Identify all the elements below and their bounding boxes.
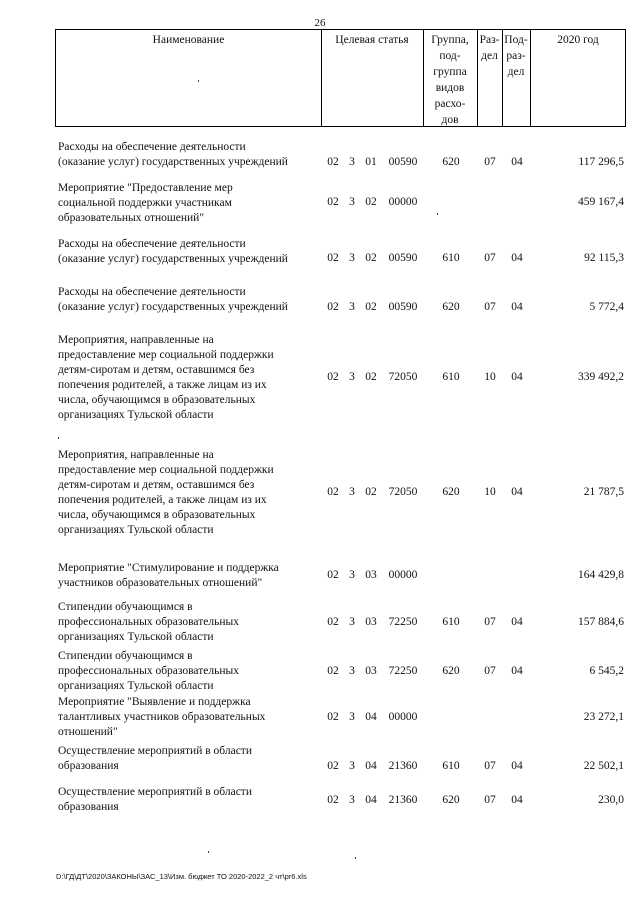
direction-code: 72050: [388, 371, 418, 383]
event-code: 02: [365, 486, 377, 498]
amount-2020: 22 502,1: [583, 760, 624, 772]
row-name-line: Мероприятие "Предоставление мер: [58, 182, 233, 194]
program-code: 02: [327, 760, 339, 772]
row-name-line: организациях Тульской области: [58, 409, 214, 421]
subprogram-code: 3: [349, 301, 355, 313]
amount-2020: 230,0: [598, 794, 624, 806]
row-name-line: образования: [58, 760, 119, 772]
amount-2020: 5 772,4: [589, 301, 624, 313]
page-number: 26: [314, 17, 326, 29]
program-code: 02: [327, 371, 339, 383]
event-code: 04: [365, 760, 377, 772]
subsection-code: 04: [511, 301, 523, 313]
row-name-line: Мероприятия, направленные на: [58, 334, 214, 346]
direction-code: 00000: [388, 711, 418, 723]
row-name: [58, 600, 320, 645]
amount-2020: 157 884,6: [578, 616, 624, 628]
header-group-line: под-: [439, 50, 461, 62]
row-name-line: организациях Тульской области: [58, 631, 214, 643]
subprogram-code: 3: [349, 252, 355, 264]
subprogram-code: 3: [349, 196, 355, 208]
program-code: 02: [327, 486, 339, 498]
event-code: 02: [365, 301, 377, 313]
program-code: 02: [327, 196, 339, 208]
header-section: [477, 32, 502, 64]
row-name-line: детям-сиротам и детям, оставшимся без: [58, 364, 255, 376]
subsection-code: 04: [511, 760, 523, 772]
direction-code: 00590: [388, 156, 418, 168]
row-name-line: профессиональных образовательных: [58, 665, 239, 677]
expense-group: 610: [442, 616, 460, 628]
direction-code: 00000: [388, 569, 418, 581]
subprogram-code: 3: [349, 569, 355, 581]
row-name-line: Мероприятия, направленные на: [58, 449, 214, 461]
header-target-article: Целевая статья: [335, 34, 409, 46]
header-year: 2020 год: [557, 34, 599, 46]
program-code: 02: [327, 794, 339, 806]
direction-code: 21360: [388, 794, 418, 806]
row-name: [58, 448, 320, 538]
row-name-line: (оказание услуг) государственных учреждений: [58, 253, 288, 265]
section-code: 07: [484, 760, 496, 772]
subsection-code: 04: [511, 794, 523, 806]
subprogram-code: 3: [349, 665, 355, 677]
table-header: [55, 29, 626, 127]
subprogram-code: 3: [349, 486, 355, 498]
row-name: [58, 785, 320, 815]
scan-speck: [198, 80, 199, 82]
row-name-line: отношений": [58, 726, 118, 738]
row-name-line: числа, обучающимся в образовательных: [58, 394, 256, 406]
expense-group: 620: [442, 301, 460, 313]
row-name-line: Осуществление мероприятий в области: [58, 786, 252, 798]
scan-speck: [58, 437, 59, 439]
row-name-line: образования: [58, 801, 119, 813]
row-name-line: Мероприятие "Стимулирование и поддержка: [58, 562, 279, 574]
amount-2020: 92 115,3: [584, 252, 624, 264]
row-name-line: попечения родителей, а также лицам из их: [58, 494, 267, 506]
expense-group: 620: [442, 794, 460, 806]
subsection-code: 04: [511, 252, 523, 264]
expense-group: 610: [442, 252, 460, 264]
event-code: 03: [365, 569, 377, 581]
direction-code: 21360: [388, 760, 418, 772]
event-code: 04: [365, 794, 377, 806]
program-code: 02: [327, 616, 339, 628]
event-code: 01: [365, 156, 377, 168]
event-code: 02: [365, 252, 377, 264]
header-name: Наименование: [152, 34, 225, 46]
row-name: [58, 744, 320, 774]
row-name-line: Расходы на обеспечение деятельности: [58, 141, 246, 153]
row-name-line: Стипендии обучающимся в: [58, 650, 193, 662]
direction-code: 72050: [388, 486, 418, 498]
row-name-line: организациях Тульской области: [58, 524, 214, 536]
program-code: 02: [327, 301, 339, 313]
subprogram-code: 3: [349, 760, 355, 772]
header-group-line: Группа,: [431, 34, 469, 46]
row-name-line: организациях Тульской области: [58, 680, 214, 692]
header-section-line: Раз-: [479, 34, 500, 46]
section-code: 07: [484, 616, 496, 628]
header-group-line: группа: [433, 66, 467, 78]
scan-speck: [208, 851, 209, 853]
amount-2020: 117 296,5: [578, 156, 624, 168]
row-name-line: социальной поддержки участникам: [58, 197, 232, 209]
section-code: 07: [484, 665, 496, 677]
event-code: 04: [365, 711, 377, 723]
expense-group: 620: [442, 665, 460, 677]
row-name-line: предоставление мер социальной поддержки: [58, 464, 274, 476]
row-name-line: Осуществление мероприятий в области: [58, 745, 252, 757]
file-path-footer: D:\ГД\ДТ\2020\ЗАКОНЫ\ЗАС_13\Изм. бюджет ТО 2020-2022_2 чт\pr6.xls: [56, 872, 307, 881]
program-code: 02: [327, 569, 339, 581]
section-code: 07: [484, 252, 496, 264]
subprogram-code: 3: [349, 371, 355, 383]
row-name-line: детям-сиротам и детям, оставшимся без: [58, 479, 255, 491]
row-name-line: числа, обучающимся в образовательных: [58, 509, 256, 521]
header-subsection: [502, 32, 530, 80]
header-group-line: дов: [441, 114, 459, 126]
subsection-code: 04: [511, 486, 523, 498]
direction-code: 00000: [388, 196, 418, 208]
row-name-line: Стипендии обучающимся в: [58, 601, 193, 613]
row-name: [58, 181, 320, 226]
row-name: [58, 237, 320, 267]
event-code: 02: [365, 196, 377, 208]
subsection-code: 04: [511, 371, 523, 383]
program-code: 02: [327, 711, 339, 723]
event-code: 03: [365, 665, 377, 677]
expense-group: 610: [442, 760, 460, 772]
row-name: [58, 333, 320, 423]
amount-2020: 21 787,5: [583, 486, 624, 498]
row-name: [58, 649, 320, 694]
section-code: 10: [484, 486, 496, 498]
direction-code: 00590: [388, 252, 418, 264]
expense-group: 620: [442, 486, 460, 498]
amount-2020: 459 167,4: [578, 196, 624, 208]
row-name-line: образовательных отношений": [58, 212, 205, 224]
amount-2020: 339 492,2: [578, 371, 624, 383]
scan-speck: [437, 213, 438, 215]
direction-code: 00590: [388, 301, 418, 313]
row-name: [58, 695, 320, 740]
expense-group: 610: [442, 371, 460, 383]
row-name-line: предоставление мер социальной поддержки: [58, 349, 274, 361]
program-code: 02: [327, 156, 339, 168]
subprogram-code: 3: [349, 794, 355, 806]
header-subsection-line: раз-: [506, 50, 526, 62]
row-name-line: Расходы на обеспечение деятельности: [58, 286, 246, 298]
row-name-line: попечения родителей, а также лицам из их: [58, 379, 267, 391]
row-name-line: Расходы на обеспечение деятельности: [58, 238, 246, 250]
amount-2020: 6 545,2: [589, 665, 624, 677]
subsection-code: 04: [511, 665, 523, 677]
row-name-line: профессиональных образовательных: [58, 616, 239, 628]
subprogram-code: 3: [349, 616, 355, 628]
expense-group: 620: [442, 156, 460, 168]
row-name: [58, 140, 320, 170]
header-section-line: дел: [481, 50, 498, 62]
section-code: 07: [484, 301, 496, 313]
header-group: [423, 32, 477, 128]
section-code: 10: [484, 371, 496, 383]
row-name-line: (оказание услуг) государственных учреждений: [58, 156, 288, 168]
subsection-code: 04: [511, 156, 523, 168]
direction-code: 72250: [388, 665, 418, 677]
row-name-line: (оказание услуг) государственных учреждений: [58, 301, 288, 313]
header-group-line: видов: [435, 82, 465, 94]
row-name-line: Мероприятие "Выявление и поддержка: [58, 696, 251, 708]
header-subsection-line: Под-: [504, 34, 528, 46]
section-code: 07: [484, 794, 496, 806]
section-code: 07: [484, 156, 496, 168]
subprogram-code: 3: [349, 156, 355, 168]
amount-2020: 164 429,8: [578, 569, 624, 581]
program-code: 02: [327, 252, 339, 264]
scan-speck: [355, 857, 356, 859]
row-name: [58, 285, 320, 315]
event-code: 02: [365, 371, 377, 383]
row-name-line: участников образовательных отношений": [58, 577, 263, 589]
direction-code: 72250: [388, 616, 418, 628]
subprogram-code: 3: [349, 711, 355, 723]
program-code: 02: [327, 665, 339, 677]
amount-2020: 23 272,1: [583, 711, 624, 723]
header-subsection-line: дел: [507, 66, 525, 78]
row-name: [58, 561, 320, 591]
header-group-line: расхо-: [434, 98, 466, 110]
row-name-line: талантливых участников образовательных: [58, 711, 266, 723]
subsection-code: 04: [511, 616, 523, 628]
event-code: 03: [365, 616, 377, 628]
